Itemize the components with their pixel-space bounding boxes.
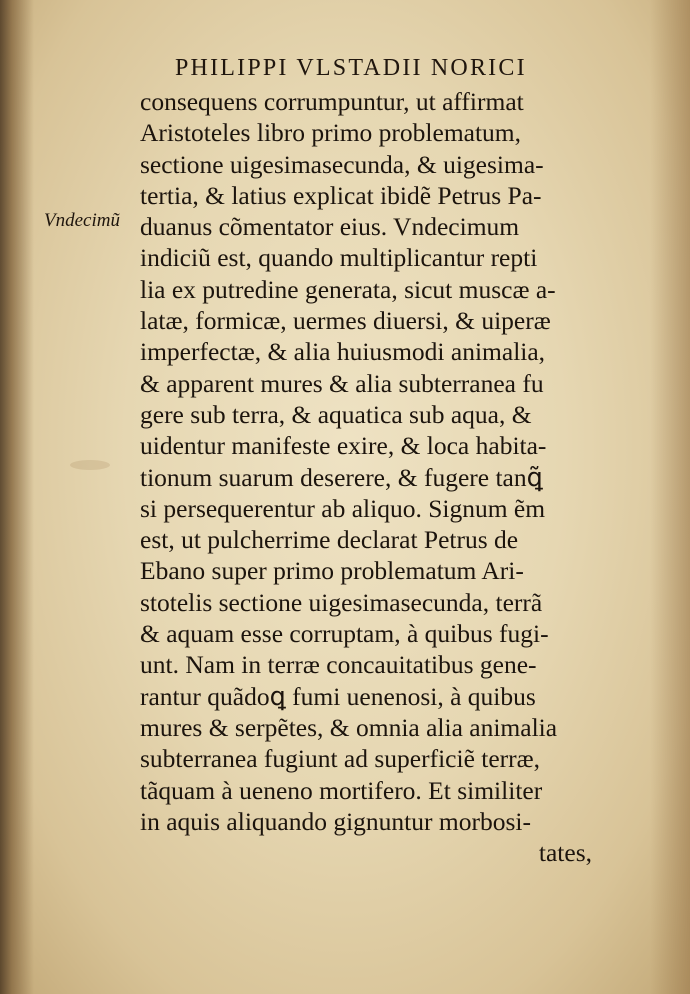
text-line: Aristoteles libro primo problematum, <box>140 118 522 148</box>
text-line: mures & serpẽtes, & omnia alia animalia <box>140 712 558 742</box>
text-line: tionum suarum deserere, & fugere tanꝗ̃ <box>140 462 543 492</box>
body-text <box>140 86 600 868</box>
text-line: est, ut pulcherrime declarat Petrus de <box>140 525 519 555</box>
text-line: subterranea fugiunt ad superficiẽ terræ, <box>140 744 541 774</box>
page-gutter-shadow <box>0 0 34 994</box>
marginal-note: Vndecimũ <box>44 210 120 231</box>
text-line: indiciũ est, quando multiplicantur repti <box>140 243 538 273</box>
text-line: uidentur manifeste exire, & loca habita‑ <box>140 431 547 461</box>
text-line: Ebano super primo problematum Ari‑ <box>140 556 524 586</box>
text-line: unt. Nam in terræ concauitatibus gene‑ <box>140 650 537 680</box>
text-line: imperfectæ, & alia huiusmodi animalia, <box>140 337 546 367</box>
text-line: & apparent mures & alia subterranea fu <box>140 368 544 398</box>
text-line: in aquis aliquando gignuntur morbosi‑ <box>140 806 531 836</box>
text-line: duanus cõmentator eius. Vndecimum <box>140 212 520 242</box>
text-line: gere sub terra, & aquatica sub aqua, & <box>140 399 532 429</box>
catchword: tates, <box>538 838 592 868</box>
text-line: tertia, & latius explicat ibidẽ Petrus Pa‑ <box>140 180 542 210</box>
text-line: lia ex putredine generata, sicut muscæ a‑ <box>140 274 556 304</box>
text-line: tãquam à ueneno mortifero. Et similiter <box>140 775 543 805</box>
text-line: & aquam esse corruptam, à quibus fugi‑ <box>140 619 549 649</box>
text-line: sectione uigesimasecunda, & uigesima‑ <box>140 149 544 179</box>
text-line: consequens corrumpuntur, ut affirmat <box>140 87 524 116</box>
text-line: si persequerentur ab aliquo. Signum ẽm <box>140 493 546 523</box>
text-line: latæ, formicæ, uermes diuersi, & uiperæ <box>140 306 551 336</box>
running-head: PHILIPPI VLSTADII NORICI <box>175 55 527 81</box>
page-edge-shadow <box>650 0 690 994</box>
text-line: rantur quãdoꝗ fumi uenenosi, à quibus <box>140 681 536 711</box>
ink-stain <box>70 460 110 470</box>
text-line: stotelis sectione uigesimasecunda, terrã <box>140 587 543 617</box>
